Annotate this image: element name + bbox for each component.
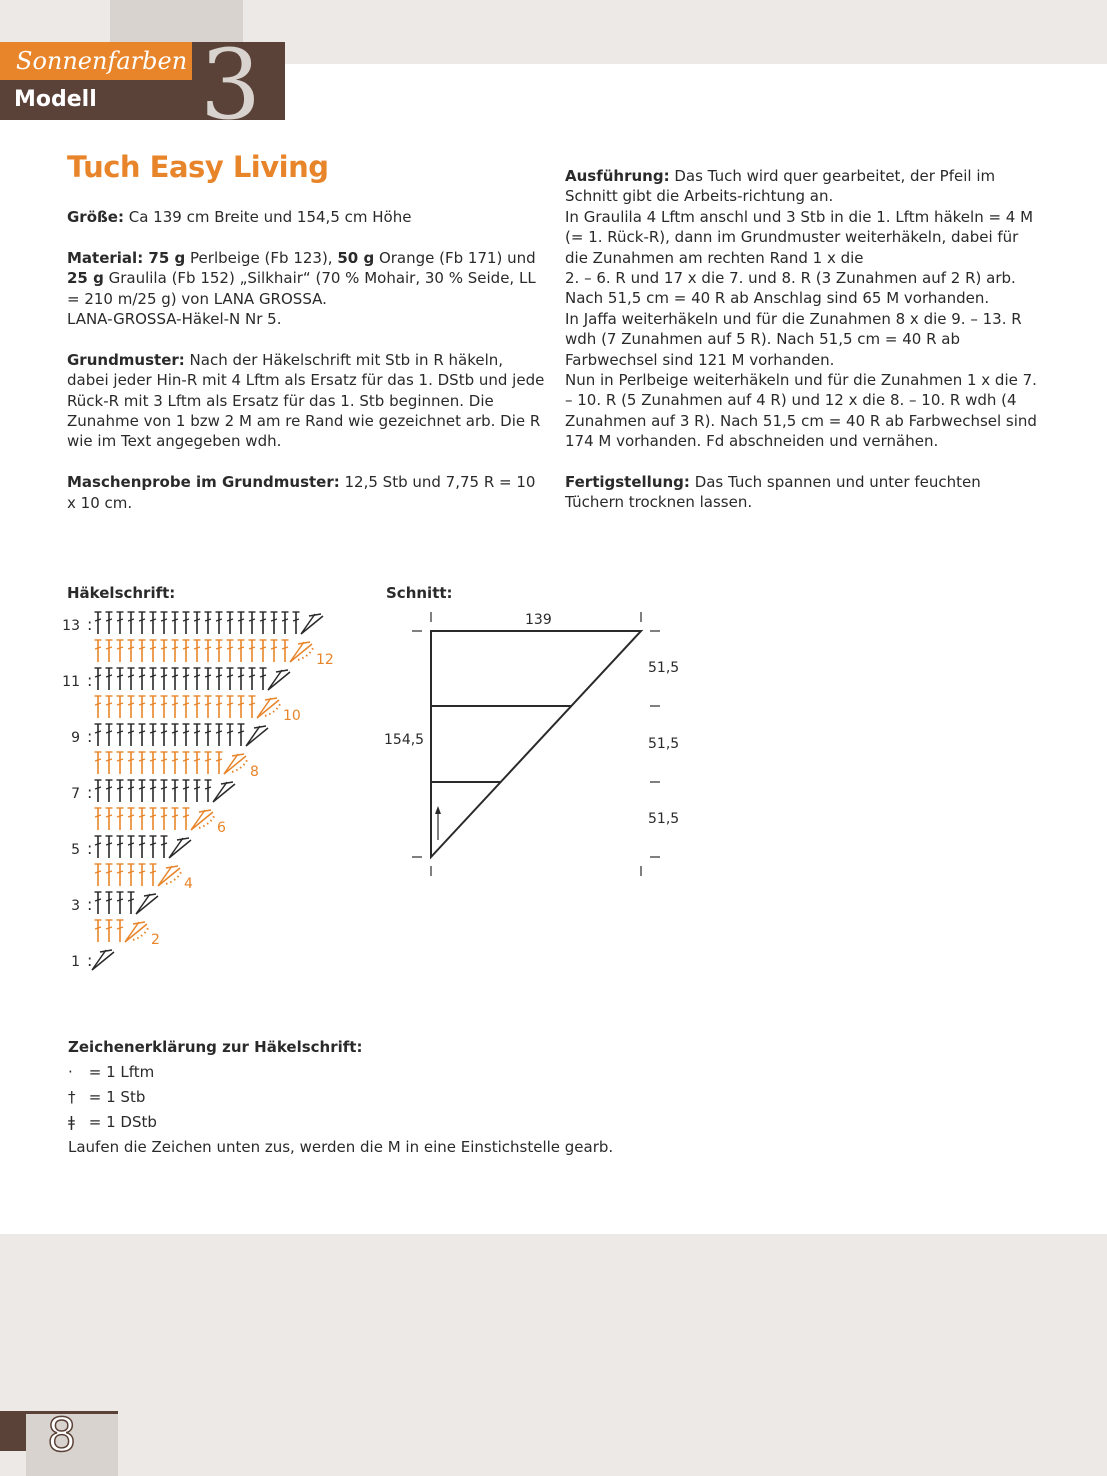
legend-note: Laufen die Zeichen unten zus, werden die M in eine Einstichstelle gearb.	[68, 1138, 614, 1156]
increase-mark	[191, 810, 213, 830]
row-number: 5	[71, 842, 80, 858]
row-number: 13	[62, 618, 80, 634]
segment-2-label: 51,5	[648, 736, 680, 752]
chain-mark: :	[87, 671, 93, 690]
pattern-text: Nach der Häkelschrift mit Stb in R häkeln, dabei jeder Hin-R mit 4 Lftm als Ersatz für das 1. DStb und jede Rück-R mit 3 Lftm als Ersatz für das 1. Stb beginnen. Die Zunahme von 1 bzw 2 M am re Rand wie gezeichnet arb. Die R wie im Text angegeben wdh.	[67, 350, 545, 451]
gauge-paragraph	[67, 472, 547, 513]
instructions-line-3: 2. – 6. R und 17 x die 7. und 8. R (3 Zunahmen auf 2 R) arb. Nach 51,5 cm = 40 R ab Anschlag sind 65 M vorhanden.	[565, 269, 1016, 308]
material-amount-3: 25 g	[67, 269, 104, 288]
schematic-triangle	[431, 631, 641, 857]
series-label: Sonnenfarben	[0, 42, 192, 80]
chain-mark: :	[87, 951, 93, 970]
increase-mark	[125, 922, 147, 942]
legend-text: = 1 DStb	[84, 1113, 157, 1131]
page-number: 8	[47, 1408, 77, 1462]
legend-item-tr	[68, 1110, 613, 1135]
row-number: 11	[62, 674, 80, 690]
increase-mark	[136, 894, 158, 914]
schematic-label: Schnitt:	[386, 584, 453, 602]
pattern-label: Grundmuster:	[67, 350, 185, 369]
size-text: Ca 139 cm Breite und 154,5 cm Höhe	[123, 208, 412, 226]
legend-text: = 1 Lftm	[84, 1063, 155, 1081]
chain-mark: :	[87, 895, 93, 914]
increase-bar	[199, 810, 211, 812]
increase-bar	[265, 698, 277, 700]
material-text-1: Perlbeige (Fb 123),	[185, 248, 338, 267]
crochet-chart	[60, 600, 360, 990]
row-number: 12	[316, 652, 334, 668]
increase-mark	[268, 670, 290, 690]
increase-mark	[169, 838, 191, 858]
increase-bar	[276, 670, 288, 672]
row-number: 6	[217, 820, 226, 836]
chain-mark: :	[87, 615, 93, 634]
increase-bar	[298, 642, 310, 644]
finishing-label: Fertigstellung:	[565, 473, 690, 492]
schematic-diagram	[380, 600, 700, 890]
chain-mark: :	[87, 839, 93, 858]
instructions-line-1: Das Tuch wird quer gearbeitet, der Pfeil im Schnitt gibt die Arbeits-richtung an.	[565, 167, 996, 206]
row-number: 1	[71, 954, 80, 970]
arrow-head	[435, 806, 441, 814]
right-column	[565, 166, 1043, 533]
increase-bar	[100, 950, 112, 952]
finishing-text: Das Tuch spannen und unter feuchten Tüchern trocknen lassen.	[565, 473, 981, 512]
increase-mark	[224, 754, 246, 774]
increase-mark	[290, 642, 312, 662]
increase-mark	[158, 866, 180, 886]
row-number: 3	[71, 898, 80, 914]
tr-symbol: ǂ	[68, 1113, 75, 1131]
row-number: 8	[250, 764, 259, 780]
size-label: Größe:	[67, 208, 124, 226]
instructions-label: Ausführung:	[565, 167, 670, 185]
left-column	[67, 207, 547, 533]
increase-mark	[301, 614, 323, 634]
finishing-paragraph	[565, 472, 1043, 513]
chain-mark: :	[87, 783, 93, 802]
increase-bar	[254, 726, 266, 728]
material-amount-2: 50 g	[337, 248, 375, 267]
increase-bar	[309, 614, 321, 616]
needle-text: LANA-GROSSA-Häkel-N Nr 5.	[67, 310, 282, 329]
increase-bar	[232, 754, 244, 756]
increase-bar	[221, 782, 233, 784]
row-number: 10	[283, 708, 301, 724]
legend-item-dc	[68, 1085, 613, 1110]
material-label: Material:	[67, 248, 144, 267]
increase-bar	[133, 922, 145, 924]
increase-bar	[166, 866, 178, 868]
material-text-2: Orange (Fb 171) und	[374, 248, 536, 267]
size-paragraph	[67, 207, 547, 227]
row-number: 7	[71, 786, 80, 802]
model-number: 3	[200, 29, 262, 141]
legend	[68, 1035, 613, 1160]
material-text-3: Graulila (Fb 152) „Silkhair“ (70 % Mohair, 30 % Seide, LL = 210 m/25 g) von LANA GROSSA.	[67, 269, 536, 308]
page-footer-band	[0, 1234, 1107, 1476]
pattern-paragraph	[67, 350, 547, 452]
gauge-label: Maschenprobe im Grundmuster:	[67, 473, 340, 492]
height-label: 154,5	[384, 732, 425, 748]
increase-bar	[177, 838, 189, 840]
segment-1-label: 51,5	[648, 660, 680, 676]
legend-text: = 1 Stb	[84, 1088, 146, 1106]
chain-symbol: ·	[68, 1063, 73, 1081]
row-number: 9	[71, 730, 80, 746]
row-number: 4	[184, 876, 193, 892]
row-number: 2	[151, 932, 160, 948]
instructions-line-2: In Graulila 4 Lftm anschl und 3 Stb in die 1. Lftm häkeln = 4 M (= 1. Rück-R), dann im Grundmuster weiterhäkeln, dabei für die Zunahmen am rechten Rand 1 x die	[565, 207, 1034, 267]
increase-bar	[144, 894, 156, 896]
instructions-line-5: Nun in Perlbeige weiterhäkeln und für die Zunahmen 1 x die 7. – 10. R (5 Zunahmen auf 4 R) und 12 x die 8. – 10. R wdh (4 Zunahmen auf 3 R). Nach 51,5 cm = 40 R ab Farbwechsel sind 174 M vorhanden. Fd abschneiden und vernähen.	[565, 371, 1037, 451]
segment-3-label: 51,5	[648, 811, 680, 827]
increase-mark	[213, 782, 235, 802]
dc-symbol: †	[68, 1088, 76, 1106]
instructions-line-4: In Jaffa weiterhäkeln und für die Zunahmen 8 x die 9. – 13. R wdh (7 Zunahmen auf 5 R). Nach 51,5 cm = 40 R ab Farbwechsel sind 121 M vorhanden.	[565, 309, 1022, 369]
page-title: Tuch Easy Living	[67, 150, 329, 184]
increase-mark	[92, 950, 114, 970]
material-amount-1: 75 g	[143, 248, 186, 267]
legend-item-chain	[68, 1060, 613, 1085]
chart-label: Häkelschrift:	[67, 584, 176, 602]
gauge-text: 12,5 Stb und 7,75 R = 10 x 10 cm.	[67, 473, 536, 512]
instructions-paragraph	[565, 166, 1043, 452]
increase-mark	[257, 698, 279, 718]
chain-mark: :	[87, 727, 93, 746]
width-label: 139	[525, 612, 552, 628]
material-paragraph	[67, 248, 547, 330]
increase-mark	[246, 726, 268, 746]
model-label: Modell	[0, 80, 192, 120]
legend-title: Zeichenerklärung zur Häkelschrift:	[68, 1038, 363, 1056]
